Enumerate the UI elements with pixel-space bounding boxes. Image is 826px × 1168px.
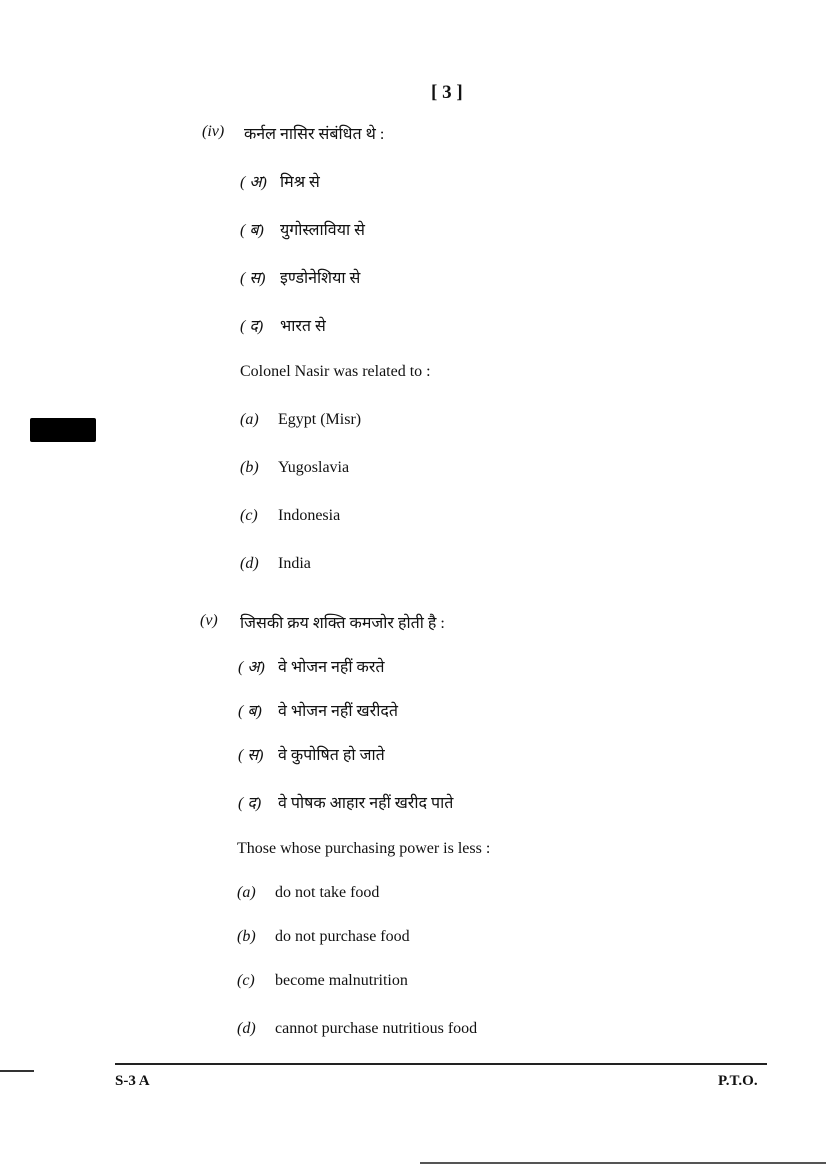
option-text: युगोस्लाविया से — [280, 222, 365, 239]
option-label: (a) — [237, 884, 256, 901]
option-english — [240, 459, 349, 477]
option-text: वे कुपोषित हो जाते — [278, 747, 385, 764]
option-text: भारत से — [280, 318, 326, 335]
option-hindi — [238, 791, 453, 813]
option-hindi — [240, 218, 365, 240]
option-text: Indonesia — [278, 507, 341, 524]
redaction-mark — [30, 418, 96, 442]
option-label: (d) — [237, 1020, 256, 1037]
footer-rule — [115, 1063, 767, 1065]
option-label: (b) — [237, 928, 256, 945]
option-text: मिश्र से — [280, 174, 320, 191]
question-number: (v) — [200, 612, 218, 629]
option-text: वे पोषक आहार नहीं खरीद पाते — [278, 795, 454, 812]
option-english — [237, 972, 408, 990]
option-hindi — [238, 655, 385, 677]
question-text-hindi: कर्नल नासिर संबंधित थे : — [244, 126, 385, 143]
option-text: do not take food — [275, 884, 380, 901]
option-text: इण्डोनेशिया से — [280, 270, 361, 287]
option-text: cannot purchase nutritious food — [275, 1020, 478, 1037]
pto-label: P.T.O. — [718, 1073, 758, 1089]
option-text: Egypt (Misr) — [278, 411, 362, 428]
option-text: do not purchase food — [275, 928, 410, 945]
option-label: ( अ) — [240, 174, 267, 191]
option-english — [237, 928, 410, 946]
question-text-hindi: जिसकी क्रय शक्ति कमजोर होती है : — [240, 615, 445, 632]
option-label: ( अ) — [238, 659, 265, 676]
paper-code: S-3 A — [115, 1073, 150, 1089]
option-english — [240, 507, 340, 525]
option-label: ( ब) — [238, 703, 262, 720]
option-label: (a) — [240, 411, 259, 428]
question-number: (iv) — [202, 123, 225, 140]
question-text-english: Colonel Nasir was related to : — [240, 363, 431, 380]
option-text: India — [278, 555, 311, 572]
option-text: वे भोजन नहीं खरीदते — [278, 703, 398, 720]
option-hindi — [240, 170, 320, 192]
option-label: (b) — [240, 459, 259, 476]
option-hindi — [240, 266, 360, 288]
option-hindi — [240, 314, 326, 336]
option-text: Yugoslavia — [278, 459, 350, 476]
option-english — [237, 884, 379, 902]
option-label: ( ब) — [240, 222, 264, 239]
option-label: (c) — [240, 507, 258, 524]
option-text: वे भोजन नहीं करते — [278, 659, 385, 676]
scan-mark — [0, 1070, 34, 1072]
option-label: (c) — [237, 972, 255, 989]
option-english — [237, 1020, 477, 1038]
option-label: ( द) — [240, 318, 264, 335]
option-label: ( स) — [238, 747, 264, 764]
option-label: ( स) — [240, 270, 266, 287]
question-text-english: Those whose purchasing power is less : — [237, 840, 491, 857]
option-english — [240, 555, 311, 573]
page-number: [ 3 ] — [431, 82, 463, 103]
option-text: become malnutrition — [275, 972, 408, 989]
option-label: ( द) — [238, 795, 262, 812]
option-hindi — [238, 743, 385, 765]
option-english — [240, 411, 361, 429]
option-label: (d) — [240, 555, 259, 572]
option-hindi — [238, 699, 398, 721]
scan-mark — [420, 1162, 826, 1164]
